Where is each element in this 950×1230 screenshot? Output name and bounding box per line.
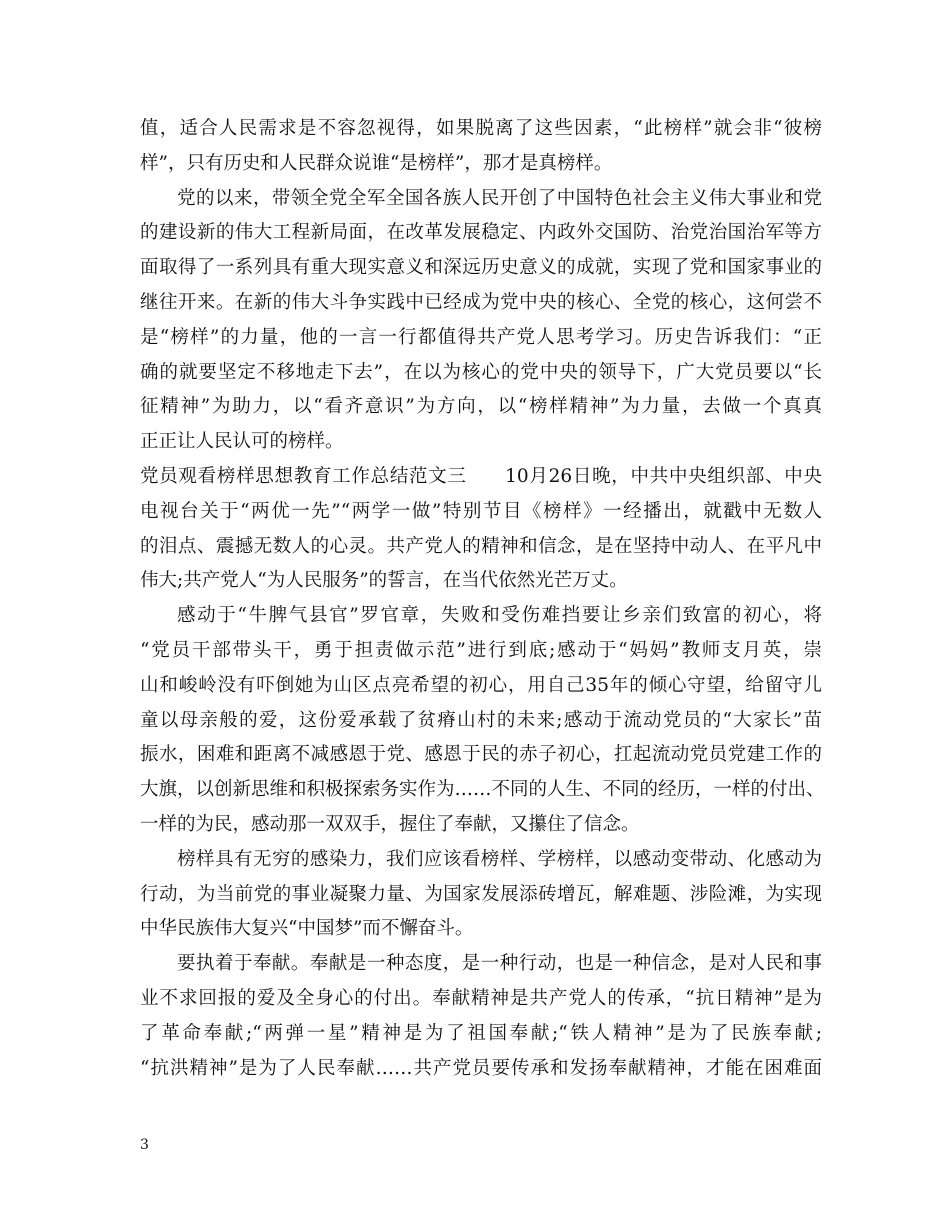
text-line: 伟大;共产党人“为人民服务”的誓言，在当代依然光芒万丈。: [140, 570, 628, 592]
text-line: 行动，为当前党的事业凝聚力量、为国家发展添砖增瓦，解难题、涉险滩，为实现: [140, 883, 822, 905]
text-line: 是“榜样”的力量，他的一言一行都值得共产党人思考学习。历史告诉我们：“正: [140, 326, 822, 348]
text-line: 样”，只有历史和人民群众说谁“是榜样”，那才是真榜样。: [140, 152, 613, 174]
text-line: 的建设新的伟大工程新局面，在改革发展稳定、内政外交国防、治党治国治军等方: [140, 222, 822, 244]
text-line: 党员观看榜样思想教育工作总结范文三 10月26日晚，中共中央组织部、中央: [140, 465, 822, 487]
text-line: 榜样具有无穷的感染力，我们应该看榜样、学榜样，以感动变带动、化感动为: [177, 848, 822, 870]
document-body: [140, 112, 825, 1086]
text-line: 征精神”为助力，以“看齐意识”为方向，以“榜样精神”为力量，去做一个真真: [140, 396, 822, 418]
text-line: 振水，困难和距离不减感恩于党、感恩于民的赤子初心，扛起流动党员党建工作的: [140, 744, 822, 766]
text-line: 继往开来。在新的伟大斗争实践中已经成为党中央的核心、全党的核心，这何尝不: [140, 291, 822, 313]
text-line: 党的以来，带领全党全军全国各族人民开创了中国特色社会主义伟大事业和党: [177, 187, 822, 209]
text-line: 面取得了一系列具有重大现实意义和深远历史意义的成就，实现了党和国家事业的: [140, 257, 822, 279]
text-line: 了革命奉献;“两弹一星”精神是为了祖国奉献;“铁人精神”是为了民族奉献;: [140, 1022, 822, 1044]
text-line: 的泪点、震撼无数人的心灵。共产党人的精神和信念，是在坚持中动人、在平凡中: [140, 535, 822, 557]
text-line: 要执着于奉献。奉献是一种态度，是一种行动，也是一种信念，是对人民和事: [177, 953, 822, 975]
text-line: 童以母亲般的爱，这份爱承载了贫瘠山村的未来;感动于流动党员的“大家长”苗: [140, 709, 822, 731]
text-line: 感动于“牛脾气县官”罗官章，失败和受伤难挡要让乡亲们致富的初心，将: [177, 605, 822, 627]
text-line: 值，适合人民需求是不容忽视得，如果脱离了这些因素，“此榜样”就会非“彼榜: [140, 118, 822, 139]
text-line: 中华民族伟大复兴“中国梦”而不懈奋斗。: [140, 918, 474, 940]
text-line: 一样的为民，感动那一双双手，握住了奉献，又攥住了信念。: [140, 813, 640, 835]
text-line: 正正让人民认可的榜样。: [140, 431, 344, 453]
text-line: 电视台关于“两优一先”“两学一做”特别节目《榜样》一经播出，就戳中无数人: [140, 500, 822, 522]
text-line: 大旗，以创新思维和积极探索务实作为……不同的人生、不同的经历，一样的付出、: [140, 779, 825, 801]
text-line: 确的就要坚定不移地走下去”，在以为核心的党中央的领导下，广大党员要以“长: [140, 361, 822, 383]
text-line: “党员干部带头干，勇于担责做示范”进行到底;感动于“妈妈”教师支月英，崇: [140, 639, 822, 661]
text-line: 业不求回报的爱及全身心的付出。奉献精神是共产党人的传承，“抗日精神”是为: [140, 987, 822, 1009]
text-line: 山和峻岭没有吓倒她为山区点亮希望的初心，用自己35年的倾心守望，给留守儿: [140, 674, 822, 696]
page-number: 3: [140, 1137, 149, 1153]
text-line: “抗洪精神”是为了人民奉献……共产党员要传承和发扬奉献精神，才能在困难面: [140, 1057, 822, 1079]
